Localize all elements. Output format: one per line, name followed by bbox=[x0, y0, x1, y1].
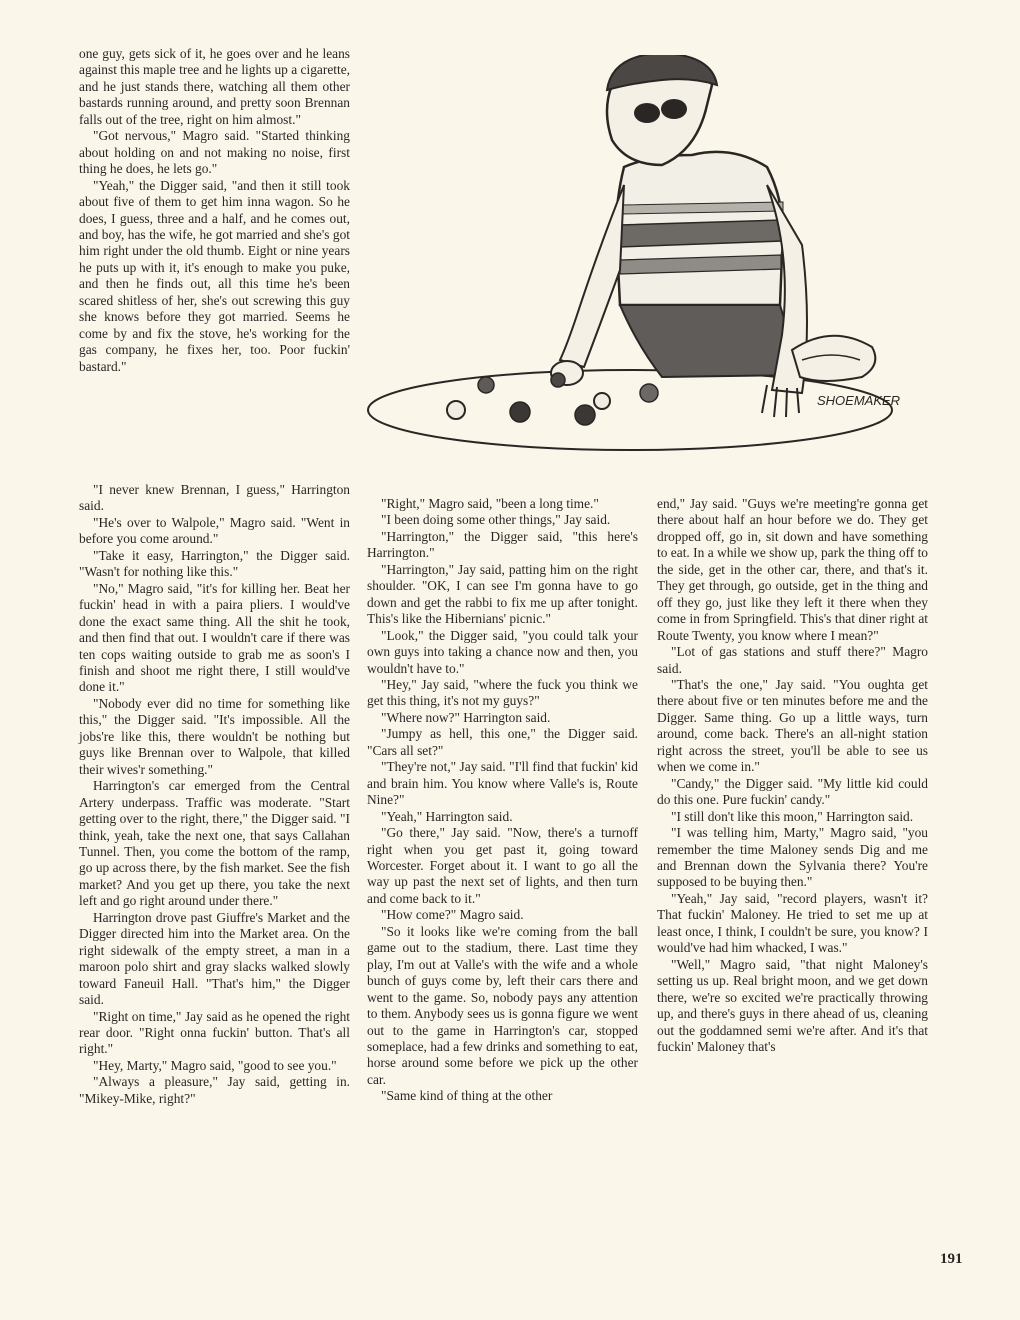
paragraph: "Where now?" Harrington said. bbox=[381, 709, 551, 725]
page-number: 191 bbox=[940, 1251, 963, 1267]
paragraph: "Well," Magro said, "that night Maloney's setting us up. Real bright moon, and we get down there, we're so excited we're practically throwing up, and there's guys in there ahead of us, cleaning out the goddamned semi we're after. And it's that fuckin' Maloney that's bbox=[657, 956, 928, 1054]
column-3 bbox=[657, 496, 928, 1055]
paragraph: "I been doing some other things," Jay said. bbox=[381, 512, 611, 528]
paragraph: "So it looks like we're coming from the ball game out to the stadium, there. Last time they play, I'm out at Valle's with the wife and a whole bunch of guys come by, left their cars there and went to the game. So, nobody pays any attention to them. Anybody sees us is gonna figure we went out to the game in Harrington's car, stopped someplace, had a few drinks and something to eat, horse around some before we pick up the other car. bbox=[367, 923, 638, 1087]
paragraph: "Hey," Jay said, "where the fuck you think we get this thing, it's not my guys?" bbox=[367, 676, 638, 709]
paragraph: Harrington's car emerged from the Central Artery underpass. Traffic was moderate. "Start getting over to the right, there," the Digger said. "I think, yeah, take the next one, that says Callahan Tunnel. Then, you come the bottom of the ramp, go up across there, by the fish market. See the fish market? And you get up there, you take the next left and go right around under there." bbox=[79, 778, 350, 909]
marbles-illustration bbox=[362, 55, 942, 455]
paragraph: "I still don't like this moon," Harrington said. bbox=[671, 808, 914, 824]
column-1-top bbox=[79, 46, 350, 375]
paragraph: "I never knew Brennan, I guess," Harrington said. bbox=[79, 482, 350, 514]
paragraph: "Take it easy, Harrington," the Digger said. "Wasn't for nothing like this." bbox=[79, 547, 350, 580]
paragraph: "They're not," Jay said. "I'll find that fuckin' kid and brain him. You know where Valle's is, Route Nine?" bbox=[367, 759, 638, 808]
paragraph: "Look," the Digger said, "you could talk your own guys into taking a chance now and then, you wouldn't have to." bbox=[367, 627, 638, 676]
paragraph: end," Jay said. "Guys we're meeting're gonna get there about half an hour before we do. They get dropped off, go in, sit down and have something to eat. In a while we show up, park the thing off to the side, get in the other car, there, and that's it. They get through, go outside, get in the thing and off they go, just like they left it there when they come in from Springfield. This's that diner right at Route Twenty, you know where I mean?" bbox=[657, 496, 928, 643]
paragraph: "Always a pleasure," Jay said, getting in. "Mikey-Mike, right?" bbox=[79, 1074, 350, 1106]
paragraph: "Yeah," Jay said, "record players, wasn't it? That fuckin' Maloney. He tried to set me up at least once, I think, I couldn't be sure, you know? I would've had him whacked, I was." bbox=[657, 890, 928, 956]
paragraph: "I was telling him, Marty," Magro said, "you remember the time Maloney sends Dig and me and Brennan down the Sylvania there? You're supposed to be buying then." bbox=[657, 825, 928, 890]
paragraph: "Harrington," the Digger said, "this here's Harrington." bbox=[367, 528, 638, 561]
paragraph: "Go there," Jay said. "Now, there's a turnoff right when you get past it, going toward Worcester. Forget about it. I want to go all the way up past the next set of lights, and then turn and come back to it." bbox=[367, 825, 638, 906]
paragraph: "Nobody ever did no time for something like this," the Digger said. "It's impossible. All the jobs're like this, there wouldn't be nothing but guys like Brennan over to Walpole, that killed their wives'r something." bbox=[79, 695, 350, 777]
paragraph: "How come?" Magro said. bbox=[381, 907, 524, 923]
paragraph: Harrington drove past Giuffre's Market and the Digger directed him into the Market area. On the right sidewalk of the empty street, a man in a maroon polo shirt and gray slacks walked slowly toward Faneuil Hall. "That's him," the Digger said. bbox=[79, 909, 350, 1008]
paragraph: "Got nervous," Magro said. "Started thinking about holding on and not making no noise, first thing he does, he lets go." bbox=[79, 128, 350, 177]
column-2 bbox=[367, 496, 638, 1105]
paragraph: "Right," Magro said, "been a long time." bbox=[381, 496, 599, 511]
paragraph: "Same kind of thing at the other bbox=[381, 1088, 553, 1104]
paragraph: "Right on time," Jay said as he opened the right rear door. "Right onna fuckin' button. That's all right." bbox=[79, 1008, 350, 1057]
paragraph: "Hey, Marty," Magro said, "good to see you." bbox=[93, 1057, 337, 1073]
paragraph: "Lot of gas stations and stuff there?" Magro said. bbox=[657, 644, 928, 676]
paragraph: "No," Magro said, "it's for killing her. Beat her fuckin' head in with a paira pliers. I would've done the exact same thing. All the shit he took, and then find that out. I wouldn't care if there was ten cops waiting outside to grab me as soon's I finish and shoot me right there, I still would've done it." bbox=[79, 580, 350, 695]
paragraph: "That's the one," Jay said. "You oughta get there about five or ten minutes before me and the Digger. Same thing. Go up a little ways, turn around, come back. There's an all-night station right across the street, you'll be able to see us when we come in." bbox=[657, 676, 928, 775]
paragraph: "He's over to Walpole," Magro said. "Went in before you come around." bbox=[79, 514, 350, 547]
paragraph: "Harrington," Jay said, patting him on the right shoulder. "OK, I can see I'm gonna have to go down and get the rabbi to fix me up after tonight. This's like the Hibernians' picnic." bbox=[367, 561, 638, 627]
paragraph: "Yeah," Harrington said. bbox=[381, 808, 513, 824]
column-1-bottom bbox=[79, 482, 350, 1107]
artist-signature: SHOEMAKER bbox=[817, 393, 901, 408]
paragraph: "Jumpy as hell, this one," the Digger said. "Cars all set?" bbox=[367, 726, 638, 758]
paragraph: "Yeah," the Digger said, "and then it still took about five of them to get him inna wagon. So he does, I guess, three and a half, and he comes out, and boy, has the wife, he got married and she's got him right under the old thumb. Eight or nine years he puts up with it, it's enough to make you puke, and then he finds out, all this time he's been scared shitless of her, she's out screwing this guy she knows before they got married. Seems he come by and fix the stove, he's working for the gas company, he fixes her, too. Poor fuckin' bastard." bbox=[79, 177, 350, 374]
paragraph: "Candy," the Digger said. "My little kid could do this one. Pure fuckin' candy." bbox=[657, 775, 928, 808]
paragraph: one guy, gets sick of it, he goes over and he leans against this maple tree and he lights up a cigarette, and he just stands there, watching all them other bastards running around, and pretty soon Brennan falls out of the tree, right on him almost." bbox=[79, 46, 350, 127]
